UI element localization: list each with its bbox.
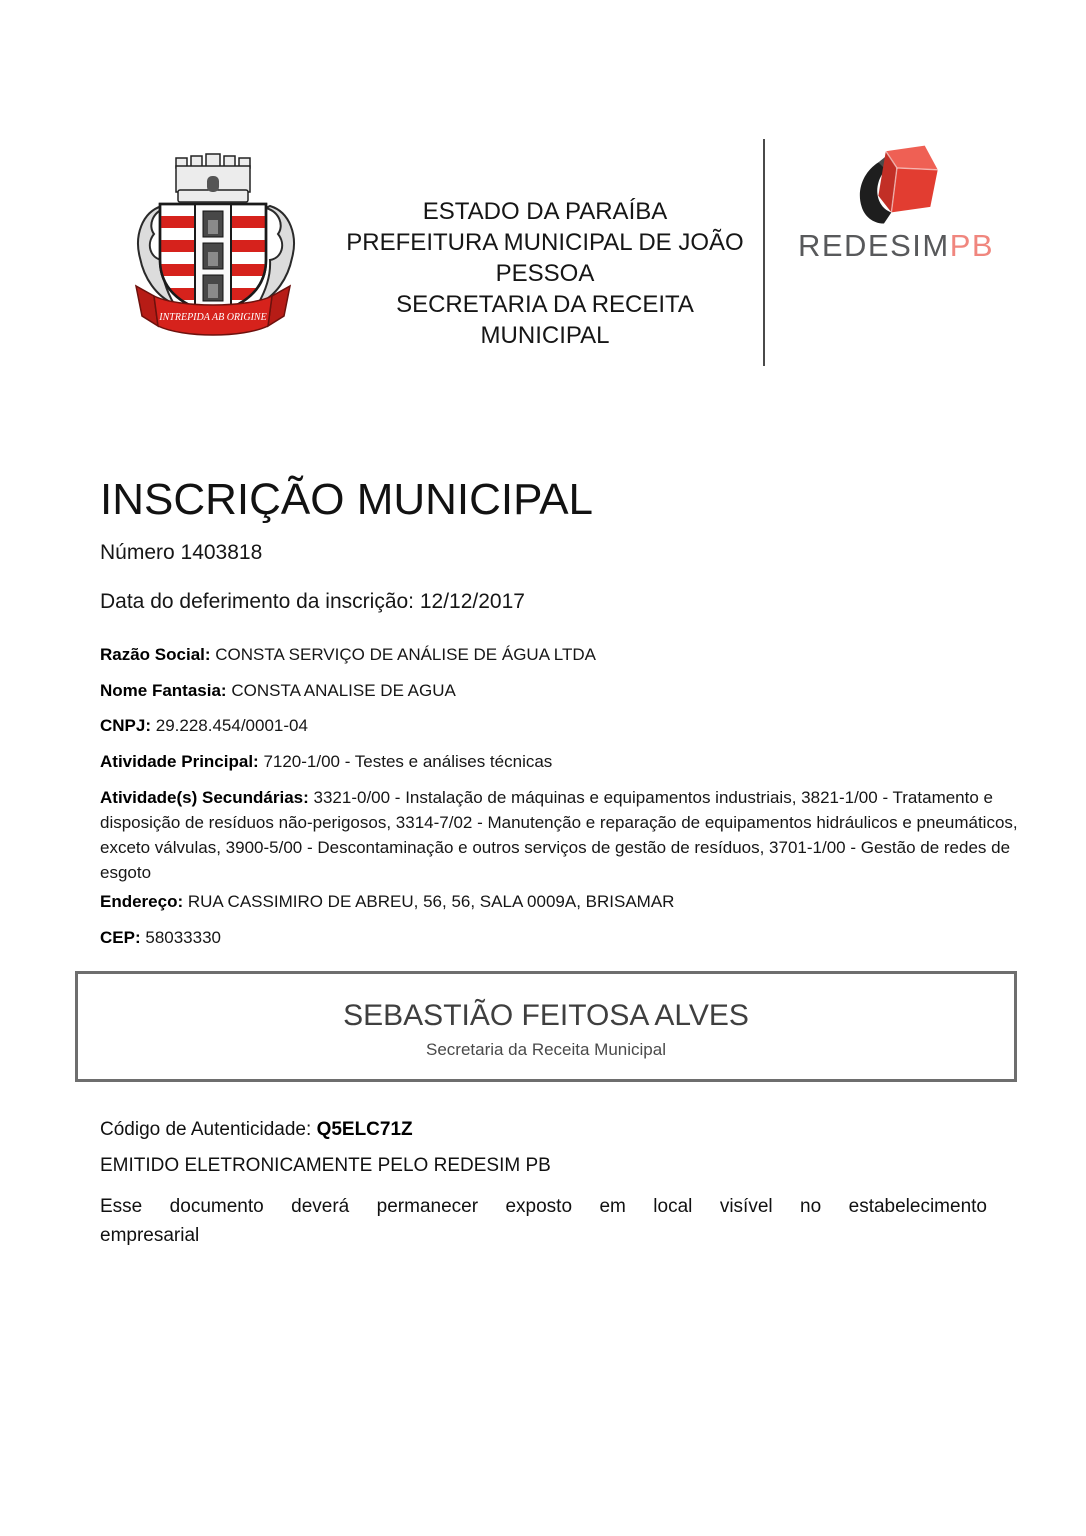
authenticity-label: Código de Autenticidade: (100, 1119, 312, 1140)
field-label: CNPJ: (100, 716, 152, 735)
crest-motto: INTREPIDA AB ORIGINE (159, 312, 267, 323)
field-cnpj (100, 713, 1022, 738)
field-label: CEP: (100, 928, 141, 947)
field-value: CONSTA SERVIÇO DE ANÁLISE DE ÁGUA LTDA (215, 645, 597, 664)
signatory-name: SEBASTIÃO FEITOSA ALVES (343, 999, 749, 1032)
authenticity-code: Q5ELC71Z (316, 1119, 413, 1140)
authenticity-code-line (100, 1119, 413, 1141)
org-header (322, 196, 768, 351)
redesim-logo-text (786, 228, 1006, 264)
org-line: MUNICIPAL (480, 322, 610, 349)
approval-date-line: Data do deferimento da inscrição: 12/12/2017 (100, 590, 525, 613)
field-value: CONSTA ANALISE DE AGUA (231, 681, 456, 700)
org-line: PESSOA (495, 260, 595, 287)
emitted-line: EMITIDO ELETRONICAMENTE PELO REDESIM PB (100, 1155, 551, 1176)
redesim-logo-icon (845, 141, 947, 231)
field-value: 58033330 (145, 928, 221, 947)
field-value: RUA CASSIMIRO DE ABREU, 56, 56, SALA 0009A, BRISAMAR (187, 892, 675, 911)
signature-box (75, 971, 1017, 1082)
redesim-logo (786, 141, 1006, 264)
field-value: 3321-0/00 - Instalação de máquinas e equipamentos industriais, 3821-1/00 - Tratamento e disposição de resíduos não-perigosos, 3314-7/02 - Manutenção e reparação de equipamentos hidráulicos e pneumáticos, exceto válvulas, 3900-5/00 - Descontaminação e outros serviços de gestão de resíduos, 3701-1/00 - Gestão de redes de esgoto (100, 788, 1018, 882)
display-notice-line2: empresarial (100, 1225, 200, 1246)
field-atividade-principal (100, 749, 1022, 774)
redesim-logo-text-pb: PB (949, 228, 995, 263)
signatory-role: Secretaria da Receita Municipal (425, 1040, 666, 1059)
org-line: SECRETARIA DA RECEITA (396, 291, 694, 318)
header-divider (763, 139, 765, 366)
field-nome-fantasia (100, 678, 1022, 703)
field-endereco (100, 889, 1022, 914)
display-notice-line1: Esse documento deverá permanecer exposto em local visível no estabelecimento (100, 1196, 987, 1217)
field-cep (100, 925, 1022, 950)
field-label: Endereço: (100, 892, 184, 911)
field-value: 29.228.454/0001-04 (155, 716, 308, 735)
field-label: Atividade(s) Secundárias: (100, 788, 309, 807)
field-value: 7120-1/00 - Testes e análises técnicas (263, 752, 553, 771)
display-notice (100, 1192, 987, 1250)
field-label: Razão Social: (100, 645, 211, 664)
field-label: Atividade Principal: (100, 752, 259, 771)
org-line: PREFEITURA MUNICIPAL DE JOÃO (346, 229, 744, 256)
registration-number: Número 1403818 (100, 541, 263, 564)
field-label: Nome Fantasia: (100, 681, 227, 700)
field-razao-social (100, 642, 1022, 667)
joao-pessoa-coat-of-arms (128, 148, 304, 340)
redesim-logo-text-main: REDESIM (797, 228, 950, 263)
page-title: INSCRIÇÃO MUNICIPAL (100, 475, 594, 524)
field-atividades-secundarias (100, 785, 1022, 885)
org-line: ESTADO DA PARAÍBA (422, 198, 668, 225)
